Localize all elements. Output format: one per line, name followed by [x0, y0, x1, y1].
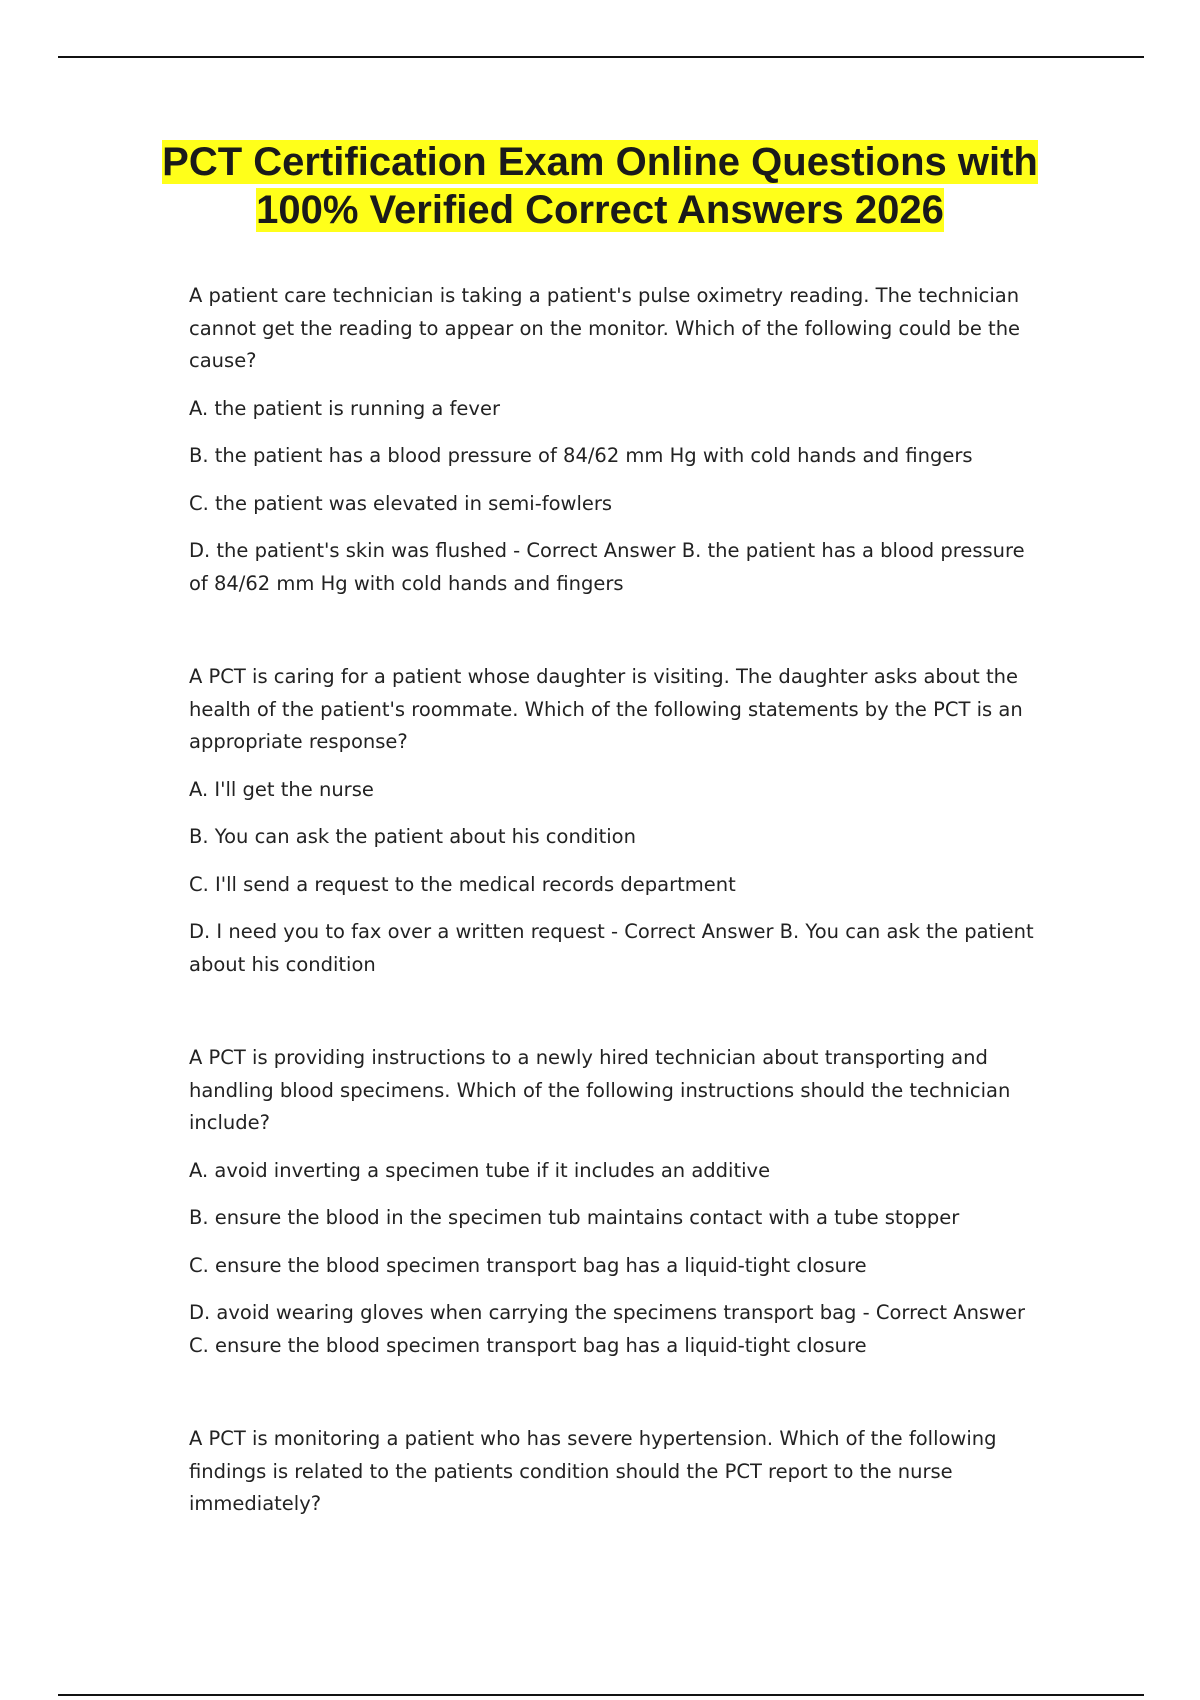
answer-option: B. You can ask the patient about his condition	[189, 825, 636, 848]
document-body	[189, 280, 1049, 1536]
question-block-1	[189, 280, 1049, 600]
question-text: A PCT is monitoring a patient who has severe hypertension. Which of the following findings is related to the patients condition should the PCT report to the nurse immediately?	[189, 1427, 997, 1515]
question-block-4	[189, 1423, 1049, 1521]
question-text: A PCT is caring for a patient whose daughter is visiting. The daughter asks about the health of the patient's roommate. Which of the following statements by the PCT is an appropriate response?	[189, 665, 1023, 753]
question-block-3	[189, 1042, 1049, 1362]
title-block	[150, 138, 1050, 234]
question-block-2	[189, 661, 1049, 981]
footer-rule	[58, 1694, 1144, 1696]
document-title: PCT Certification Exam Online Questions with 100% Verified Correct Answers 2026	[162, 140, 1038, 232]
answer-option: C. I'll send a request to the medical records department	[189, 872, 736, 896]
answer-option: A. I'll get the nurse	[189, 777, 374, 801]
question-text: A patient care technician is taking a patient's pulse oximetry reading. The technician cannot get the reading to appear on the monitor. Which of the following could be the cause?	[189, 284, 1021, 372]
answer-option: B. ensure the blood in the specimen tub maintains contact with a tube stopper	[189, 1206, 960, 1229]
header-rule	[58, 56, 1144, 58]
answer-option-with-correct-answer: D. the patient's skin was flushed - Correct Answer B. the patient has a blood pressure of 84/62 mm Hg with cold hands and fingers	[189, 539, 1025, 595]
answer-option-with-correct-answer: D. avoid wearing gloves when carrying the specimens transport bag - Correct Answer C. ensure the blood specimen transport bag has a liquid-tight closure	[189, 1301, 1026, 1357]
answer-option: B. the patient has a blood pressure of 84/62 mm Hg with cold hands and fingers	[189, 444, 973, 467]
answer-option: C. the patient was elevated in semi-fowlers	[189, 491, 613, 515]
answer-option: C. ensure the blood specimen transport bag has a liquid-tight closure	[189, 1253, 867, 1277]
answer-option: A. the patient is running a fever	[189, 396, 500, 420]
answer-option-with-correct-answer: D. I need you to fax over a written request - Correct Answer B. You can ask the patient about his condition	[189, 920, 1034, 976]
question-text: A PCT is providing instructions to a newly hired technician about transporting and handling blood specimens. Which of the following instructions should the technician include?	[189, 1046, 1011, 1134]
answer-option: A. avoid inverting a specimen tube if it includes an additive	[189, 1158, 771, 1182]
